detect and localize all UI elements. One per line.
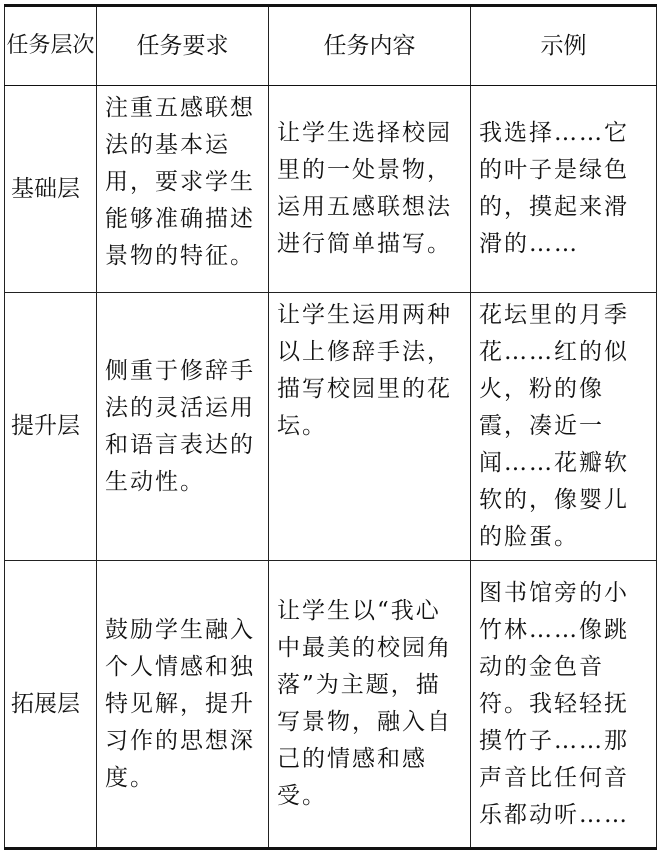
cell-requirement: 鼓励学生融入个人情感和独特见解，提升习作的思想深度。 xyxy=(97,561,269,849)
cell-requirement: 注重五感联想法的基本运用，要求学生能够准确描述景物的特征。 xyxy=(97,86,269,293)
cell-level: 基础层 xyxy=(5,86,97,293)
cell-content: 让学生以“我心中最美的校园角落”为主题，描写景物，融入自己的情感和感受。 xyxy=(269,561,471,849)
task-table-container xyxy=(4,4,657,850)
header-task-requirement: 任务要求 xyxy=(97,6,269,86)
cell-level: 拓展层 xyxy=(5,561,97,849)
cell-requirement: 侧重于修辞手法的灵活运用和语言表达的生动性。 xyxy=(97,293,269,561)
cell-example: 花坛里的月季花……红的似火，粉的像霞，凑近一闻……花瓣软软的，像婴儿的脸蛋。 xyxy=(471,293,657,561)
header-task-level: 任务层次 xyxy=(5,6,97,86)
cell-level: 提升层 xyxy=(5,293,97,561)
cell-content: 让学生选择校园里的一处景物，运用五感联想法进行简单描写。 xyxy=(269,86,471,293)
header-task-content: 任务内容 xyxy=(269,6,471,86)
cell-example: 图书馆旁的小竹林……像跳动的金色音符。我轻轻抚摸竹子……那声音比任何音乐都动听…… xyxy=(471,561,657,849)
table-row xyxy=(5,86,657,293)
header-example: 示例 xyxy=(471,6,657,86)
cell-example: 我选择……它的叶子是绿色的，摸起来滑滑的…… xyxy=(471,86,657,293)
table-header-row xyxy=(5,6,657,86)
table-row xyxy=(5,293,657,561)
table-row xyxy=(5,561,657,849)
task-table xyxy=(4,4,657,850)
cell-content: 让学生运用两种以上修辞手法，描写校园里的花坛。 xyxy=(269,293,471,561)
